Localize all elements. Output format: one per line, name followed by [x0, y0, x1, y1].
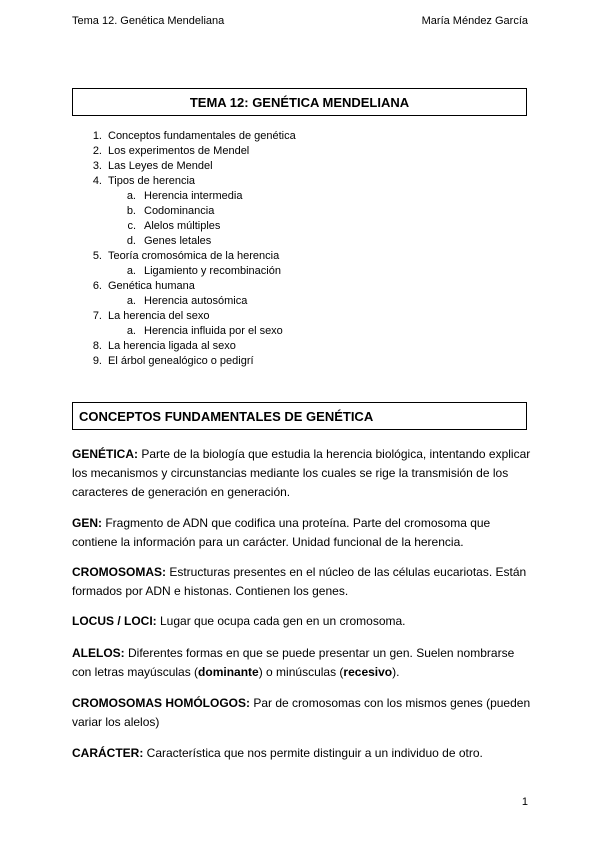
- toc-item-label: El árbol genealógico o pedigrí: [108, 355, 254, 367]
- toc-item: [0, 354, 600, 369]
- table-of-contents: [0, 129, 600, 369]
- toc-item-label: Las Leyes de Mendel: [108, 160, 213, 172]
- page-number: 1: [521, 796, 528, 808]
- toc-subitem-letter: a.: [126, 265, 136, 277]
- definition-term: ALELOS:: [72, 646, 125, 660]
- definition-text: Diferentes formas en que se puede presentar un gen. Suelen nombrarse con letras mayúsculas (: [72, 646, 515, 679]
- definition-cromosomas-homologos: [72, 694, 532, 732]
- definition-text: Estructuras presentes en el núcleo de las células eucariotas. Están formados por ADN e histonas. Contienen los genes.: [72, 565, 527, 598]
- header-right-author: María Méndez García: [421, 15, 528, 27]
- toc-subitem-label: Herencia intermedia: [144, 190, 243, 202]
- toc-subitem: [0, 219, 600, 234]
- toc-item: [0, 129, 600, 144]
- toc-subitem: [0, 204, 600, 219]
- toc-item-number: 2.: [92, 145, 102, 157]
- toc-subitem-letter: b.: [126, 205, 136, 217]
- toc-item-number: 9.: [92, 355, 102, 367]
- section-title-box: [72, 402, 527, 430]
- definition-text: Fragmento de ADN que codifica una proteína. Parte del cromosoma que contiene la información para un carácter. Unidad funcional de la herencia.: [72, 516, 491, 549]
- toc-subitem: [0, 264, 600, 279]
- toc-subitem-label: Herencia autosómica: [144, 295, 248, 307]
- toc-subitem-label: Ligamiento y recombinación: [144, 265, 281, 277]
- toc-subitem-letter: d.: [126, 235, 136, 247]
- definition-text: Característica que nos permite distinguir a un individuo de otro.: [143, 746, 483, 760]
- definition-text: Parte de la biología que estudia la herencia biológica, intentando explicar los mecanismos y circunstancias mediante los cuales se rige la transmisión de los caracteres de generación en generación.: [72, 447, 531, 499]
- toc-item: [0, 309, 600, 324]
- toc-item-number: 3.: [92, 160, 102, 172]
- toc-item: [0, 339, 600, 354]
- toc-item-label: La herencia del sexo: [108, 310, 210, 322]
- toc-subitem: [0, 189, 600, 204]
- toc-item-label: Genética humana: [108, 280, 195, 292]
- definition-text: Par de cromosomas con los mismos genes (pueden variar los alelos): [72, 696, 531, 729]
- toc-item: [0, 249, 600, 264]
- toc-item-label: Tipos de herencia: [108, 175, 196, 187]
- definition-term: CARÁCTER:: [72, 746, 144, 760]
- toc-item-label: Teoría cromosómica de la herencia: [108, 250, 280, 262]
- definition-term: CROMOSOMAS HOMÓLOGOS:: [72, 696, 250, 710]
- toc-item-number: 8.: [92, 340, 102, 352]
- definition-term: CROMOSOMAS:: [72, 565, 166, 579]
- section-title: CONCEPTOS FUNDAMENTALES DE GENÉTICA: [79, 408, 374, 424]
- toc-item-number: 4.: [92, 175, 102, 187]
- toc-subitem-label: Codominancia: [144, 205, 215, 217]
- toc-item-number: 6.: [92, 280, 102, 292]
- toc-subitem-letter: a.: [126, 295, 136, 307]
- toc-item-label: Los experimentos de Mendel: [108, 145, 250, 157]
- toc-subitem: [0, 324, 600, 339]
- definition-alelos: [72, 644, 532, 682]
- definition-term: LOCUS / LOCI:: [72, 614, 157, 628]
- page-title: TEMA 12: GENÉTICA MENDELIANA: [189, 94, 410, 110]
- toc-subitem-letter: a.: [126, 325, 136, 337]
- definition-emphasis-recesivo: recesivo: [343, 665, 393, 679]
- definition-caracter: [72, 744, 532, 763]
- toc-subitem: [0, 294, 600, 309]
- toc-item-label: La herencia ligada al sexo: [108, 340, 236, 352]
- definition-emphasis-dominante: dominante: [198, 665, 259, 679]
- definition-cromosomas: [72, 563, 532, 601]
- toc-item-number: 1.: [92, 130, 102, 142]
- toc-item: [0, 279, 600, 294]
- toc-item-number: 7.: [92, 310, 102, 322]
- toc-item: [0, 159, 600, 174]
- toc-item: [0, 174, 600, 189]
- toc-subitem-letter: c.: [127, 220, 136, 232]
- definition-text: ).: [392, 665, 400, 679]
- toc-subitem-label: Herencia influida por el sexo: [144, 325, 283, 337]
- definition-genetica: [72, 445, 532, 502]
- header-left-title: Tema 12. Genética Mendeliana: [72, 15, 225, 27]
- definition-term: GENÉTICA:: [72, 447, 138, 461]
- page-title-box: [72, 88, 527, 116]
- definition-term: GEN:: [72, 516, 102, 530]
- definition-text: Lugar que ocupa cada gen en un cromosoma.: [156, 614, 406, 628]
- toc-item-label: Conceptos fundamentales de genética: [108, 130, 296, 142]
- toc-subitem: [0, 234, 600, 249]
- toc-item: [0, 144, 600, 159]
- toc-subitem-label: Genes letales: [144, 235, 212, 247]
- toc-subitem-letter: a.: [126, 190, 136, 202]
- toc-item-number: 5.: [92, 250, 102, 262]
- definition-locus: [72, 612, 532, 631]
- definition-gen: [72, 514, 532, 552]
- definition-text: ) o minúsculas (: [258, 665, 344, 679]
- toc-subitem-label: Alelos múltiples: [144, 220, 221, 232]
